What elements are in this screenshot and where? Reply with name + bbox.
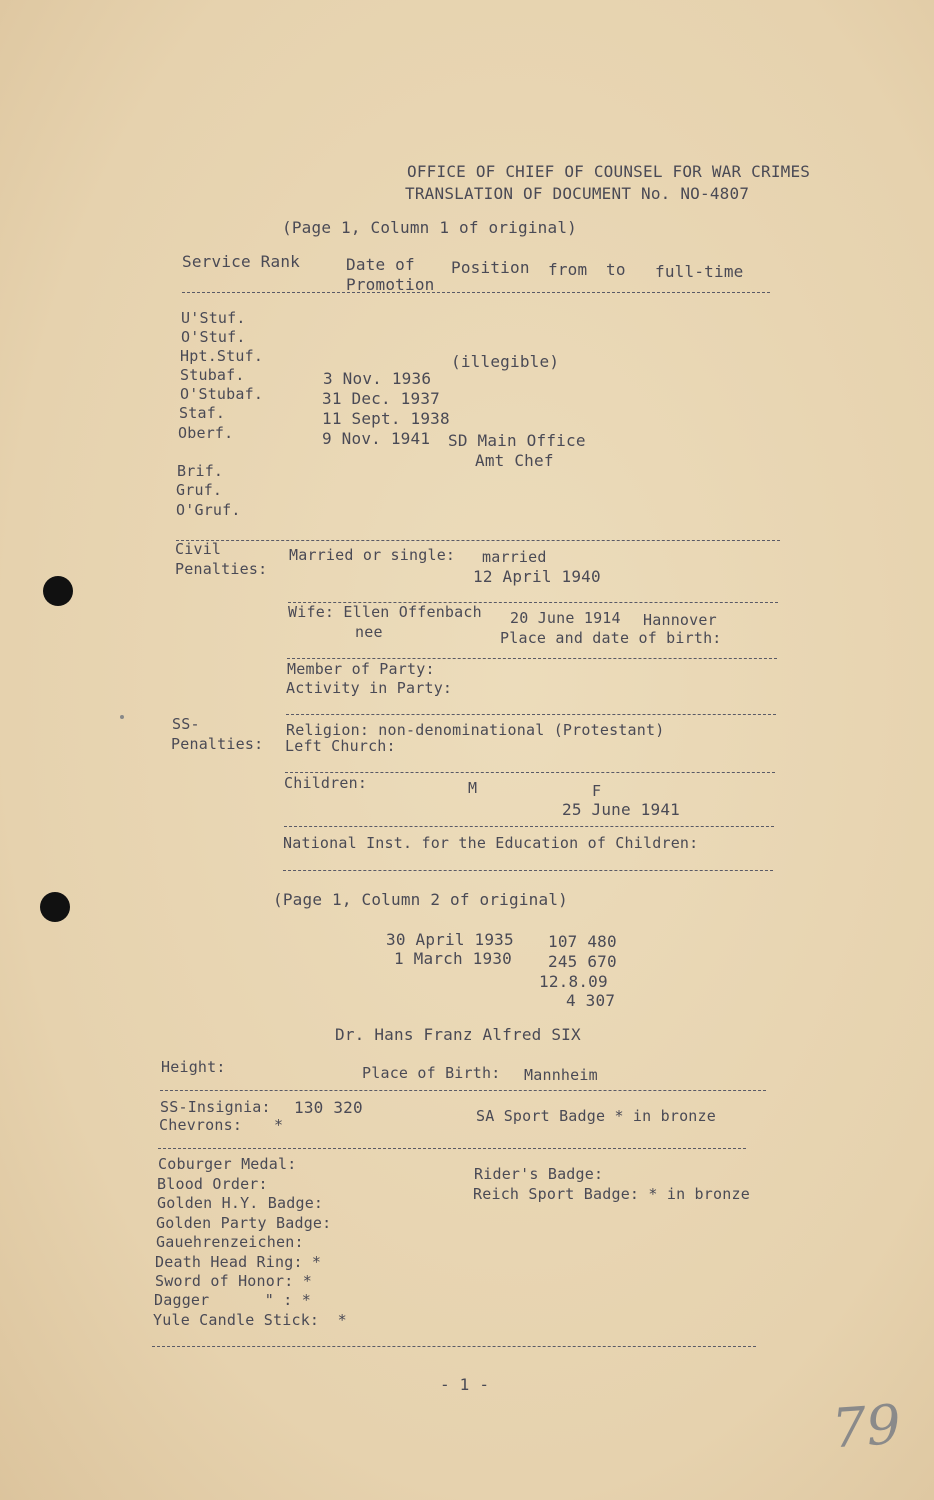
birthplace: Mannheim <box>524 1066 598 1084</box>
rank-item: O'Stuf. <box>181 328 246 346</box>
col2-date: 30 April 1935 <box>386 930 514 949</box>
wife-line: Wife: Ellen Offenbach <box>288 603 482 621</box>
pencil-page-number: 79 <box>829 1392 903 1461</box>
ss-label: SS- <box>172 715 200 733</box>
speck <box>120 715 124 719</box>
divider <box>285 772 775 773</box>
wife-birth-place: Hannover <box>643 611 717 629</box>
page-number: - 1 - <box>440 1375 490 1394</box>
member-of-party: Member of Party: <box>287 660 435 678</box>
riders-badge: Rider's Badge: <box>474 1165 604 1183</box>
header-position: Position <box>451 258 530 277</box>
illegible-note: (illegible) <box>451 352 560 371</box>
translation-header: TRANSLATION OF DOCUMENT No. NO-4807 <box>405 184 750 203</box>
badge-item: Death Head Ring: * <box>155 1253 322 1271</box>
col2-number: 245 670 <box>548 952 617 971</box>
divider <box>152 1346 756 1347</box>
badge-item: Golden H.Y. Badge: <box>157 1194 324 1212</box>
children-label: Children: <box>284 774 368 792</box>
ss-label: Penalties: <box>171 735 264 753</box>
national-institute: National Inst. for the Education of Children: <box>283 834 699 852</box>
divider <box>286 714 776 715</box>
rank-item: Stubaf. <box>180 366 245 384</box>
rank-item: Hpt.Stuf. <box>180 347 264 365</box>
left-church: Left Church: <box>285 737 396 755</box>
header-service-rank: Service Rank <box>182 252 300 271</box>
place-date-birth-label: Place and date of birth: <box>500 629 722 647</box>
promotion-date: 3 Nov. 1936 <box>323 369 432 388</box>
badge-item: Yule Candle Stick: * <box>153 1311 347 1329</box>
chevrons-label: Chevrons: <box>159 1116 243 1134</box>
children-m: M <box>468 779 478 797</box>
wife-birth-date: 20 June 1914 <box>510 609 621 627</box>
badge-item: Blood Order: <box>157 1175 268 1193</box>
divider <box>160 1090 766 1091</box>
place-of-birth-label: Place of Birth: <box>362 1064 501 1082</box>
position-title: Amt Chef <box>475 451 554 470</box>
person-name: Dr. Hans Franz Alfred SIX <box>335 1025 581 1044</box>
rank-item: Gruf. <box>176 481 223 499</box>
promotion-date: 11 Sept. 1938 <box>322 409 450 428</box>
column2-note: (Page 1, Column 2 of original) <box>273 890 568 909</box>
promotion-date: 31 Dec. 1937 <box>322 389 440 408</box>
badge-item: Golden Party Badge: <box>156 1214 332 1232</box>
religion: Religion: non-denominational (Protestant) <box>286 721 665 739</box>
office-header: OFFICE OF CHIEF OF COUNSEL FOR WAR CRIMES <box>407 162 811 181</box>
ss-insignia-label: SS-Insignia: <box>160 1098 271 1116</box>
reich-sport-badge: Reich Sport Badge: * in bronze <box>473 1185 750 1203</box>
ss-insignia-value: 130 320 <box>294 1098 363 1117</box>
rank-item: Oberf. <box>178 424 234 442</box>
promotion-date: 9 Nov. 1941 <box>322 429 431 448</box>
chevrons-value: * <box>274 1116 284 1134</box>
badge-item: Dagger " : * <box>154 1291 311 1309</box>
header-from: from <box>548 260 588 279</box>
rank-item: U'Stuf. <box>181 309 246 327</box>
badge-item: Sword of Honor: * <box>155 1272 312 1290</box>
child-birth-date: 25 June 1941 <box>562 800 680 819</box>
divider <box>283 870 773 871</box>
col2-number: 12.8.09 <box>539 972 608 991</box>
married-question: Married or single: <box>289 546 456 564</box>
column1-note: (Page 1, Column 1 of original) <box>282 218 577 237</box>
position-office: SD Main Office <box>448 431 586 450</box>
header-promotion: Promotion <box>346 275 435 294</box>
rank-item: Staf. <box>179 404 226 422</box>
col2-number: 107 480 <box>548 932 617 951</box>
civil-label: Penalties: <box>175 560 268 578</box>
divider <box>182 292 770 293</box>
rank-item: Brif. <box>177 462 224 480</box>
col2-number: 4 307 <box>566 991 616 1010</box>
married-date: 12 April 1940 <box>473 567 601 586</box>
children-f: F <box>592 782 602 800</box>
header-full-time: full-time <box>655 262 744 281</box>
punch-hole <box>40 892 70 922</box>
rank-item: O'Stubaf. <box>180 385 264 403</box>
civil-label: Civil <box>175 540 222 558</box>
married-answer: married <box>482 548 547 566</box>
height-label: Height: <box>161 1058 226 1076</box>
sa-sport-badge: SA Sport Badge * in bronze <box>476 1107 716 1125</box>
header-to: to <box>606 260 626 279</box>
badge-item: Coburger Medal: <box>158 1155 297 1173</box>
divider <box>284 826 774 827</box>
nee-label: nee <box>355 623 383 641</box>
divider <box>287 658 777 659</box>
activity-in-party: Activity in Party: <box>286 679 453 697</box>
divider <box>158 1148 746 1149</box>
divider <box>176 540 780 541</box>
col2-date: 1 March 1930 <box>394 949 512 968</box>
rank-item: O'Gruf. <box>176 501 241 519</box>
badge-item: Gauehrenzeichen: <box>156 1233 304 1251</box>
punch-hole <box>43 576 73 606</box>
header-date-of: Date of <box>346 255 415 274</box>
